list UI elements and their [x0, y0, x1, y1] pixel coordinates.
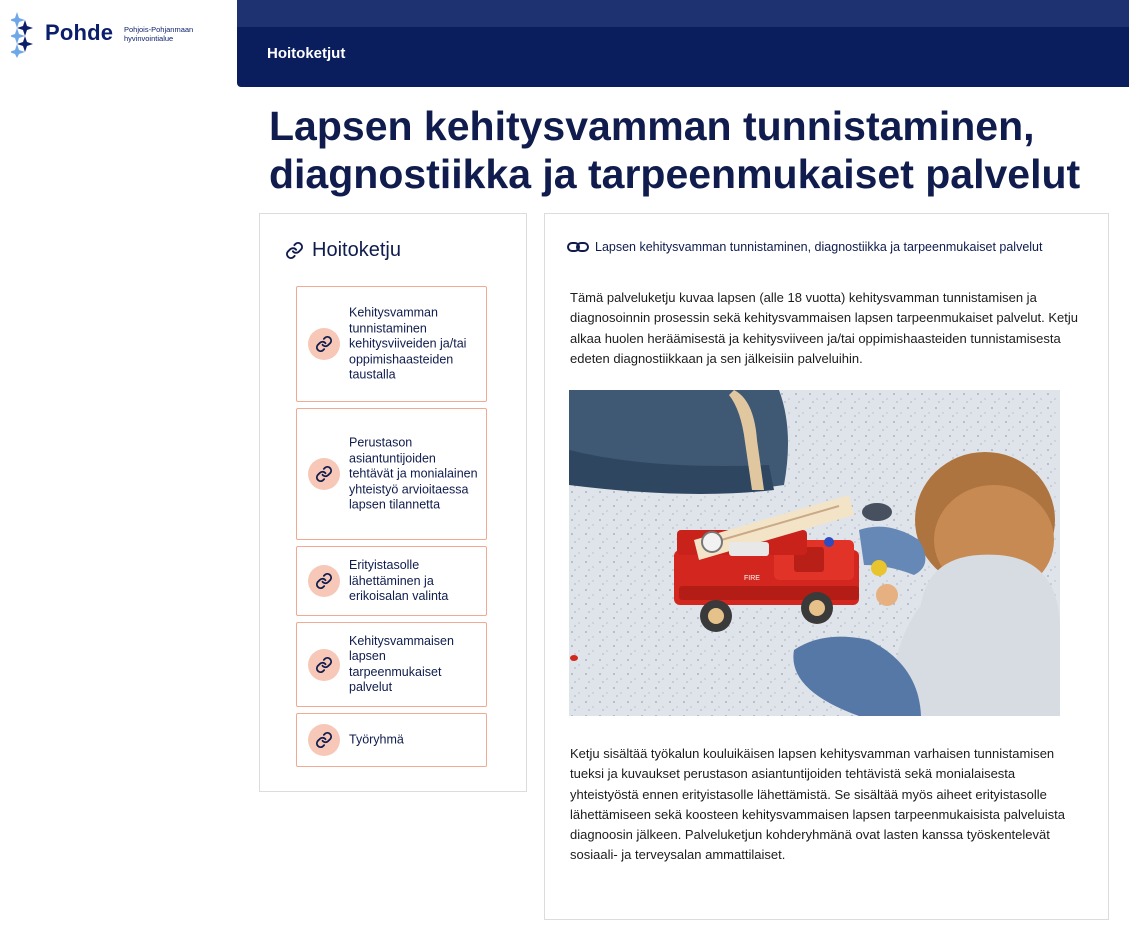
chain-item-label: Perustason asiantuntijoiden tehtävät ja monialainen yhteistyö arvioitaessa lapsen tilannetta: [349, 435, 478, 512]
chain-item-label: Työryhmä: [349, 732, 404, 747]
link-icon: [285, 241, 304, 260]
page-title-line2: diagnostiikka ja tarpeenmukaiset palvelut: [269, 151, 1081, 197]
chain-item-tyoryhma[interactable]: [296, 713, 487, 767]
content-card: [544, 213, 1109, 920]
chain-item-perustaso[interactable]: [296, 408, 487, 540]
breadcrumb-link[interactable]: [567, 240, 1042, 254]
chain-link-icon: [308, 458, 340, 490]
pohde-logo[interactable]: [11, 11, 211, 59]
sidebar-heading-text: Hoitoketju: [312, 238, 401, 261]
chain-item-palvelut[interactable]: [296, 622, 487, 707]
chain-item-label: Kehitysvammaisen lapsen tarpeenmukaiset palvelut: [349, 633, 454, 694]
breadcrumb-text: Lapsen kehitysvamman tunnistaminen, diagnostiikka ja tarpeenmukaiset palvelut: [595, 240, 1043, 254]
chain-link-icon: [308, 724, 340, 756]
page-title-line1: Lapsen kehitysvamman tunnistaminen,: [269, 103, 1035, 149]
body-paragraph: Ketju sisältää työkalun kouluikäisen lapsen kehitysvamman varhaisen tunnistamisen tueksi ja kuvaukset perustason asiantuntijoiden tehtävistä sekä monialaisesta yhteistyöstä ennen erityistasolle lähettämistä. Se sisältää myös aiheet erityistasolle lähettämiseen sekä koosteen kehitysvammaisen lapsen tarpeenmukaisista palveluista diagnoosin jälkeen. Palveluketjun kohderyhmänä ovat lasten kanssa työskentelevät sosiaali- ja terveysalan ammattilaiset.: [570, 746, 1065, 863]
section-title-link[interactable]: Hoitoketjut: [267, 45, 346, 62]
brand-subtitle-line1: Pohjois-Pohjanmaan: [124, 25, 194, 34]
brand-subtitle-line2: hyvinvointialue: [124, 34, 174, 43]
chain-item-erityistaso[interactable]: [296, 546, 487, 616]
chain-item-label: Kehitysvamman tunnistaminen kehitysviiveiden ja/tai oppimishaasteiden taustalla: [349, 305, 467, 382]
chain-link-icon: [308, 565, 340, 597]
link-icon: [567, 241, 589, 253]
chain-item-label: Erityistasolle lähettäminen ja erikoisalan valinta: [349, 557, 449, 603]
top-bar: [237, 0, 1129, 87]
page-title: [269, 102, 1109, 198]
chain-link-icon: [308, 649, 340, 681]
truck-text: FIRE: [744, 575, 760, 582]
top-bar-strip: [237, 0, 1129, 27]
chain-item-tunnistaminen[interactable]: [296, 286, 487, 402]
brand-name: Pohde: [45, 20, 114, 45]
sidebar-heading: [285, 238, 401, 262]
brand-subtitle: [124, 25, 214, 43]
pohde-logo-icon: [11, 11, 41, 59]
child-playing-photo: [569, 390, 1060, 716]
chain-link-icon: [308, 328, 340, 360]
intro-paragraph: Tämä palveluketju kuvaa lapsen (alle 18 vuotta) kehitysvamman tunnistamisen ja diagnosoinnin prosessin sekä kehitysvammaisen lapsen tarpeenmukaiset palvelut. Ketju alkaa huolen heräämisestä ja kehitysviiveen ja/tai oppimishaasteiden tunnistamisesta edeten diagnostiikkaan ja sen jälkeisiin palveluihin.: [570, 290, 1079, 366]
care-chain-sidebar: [259, 213, 527, 792]
